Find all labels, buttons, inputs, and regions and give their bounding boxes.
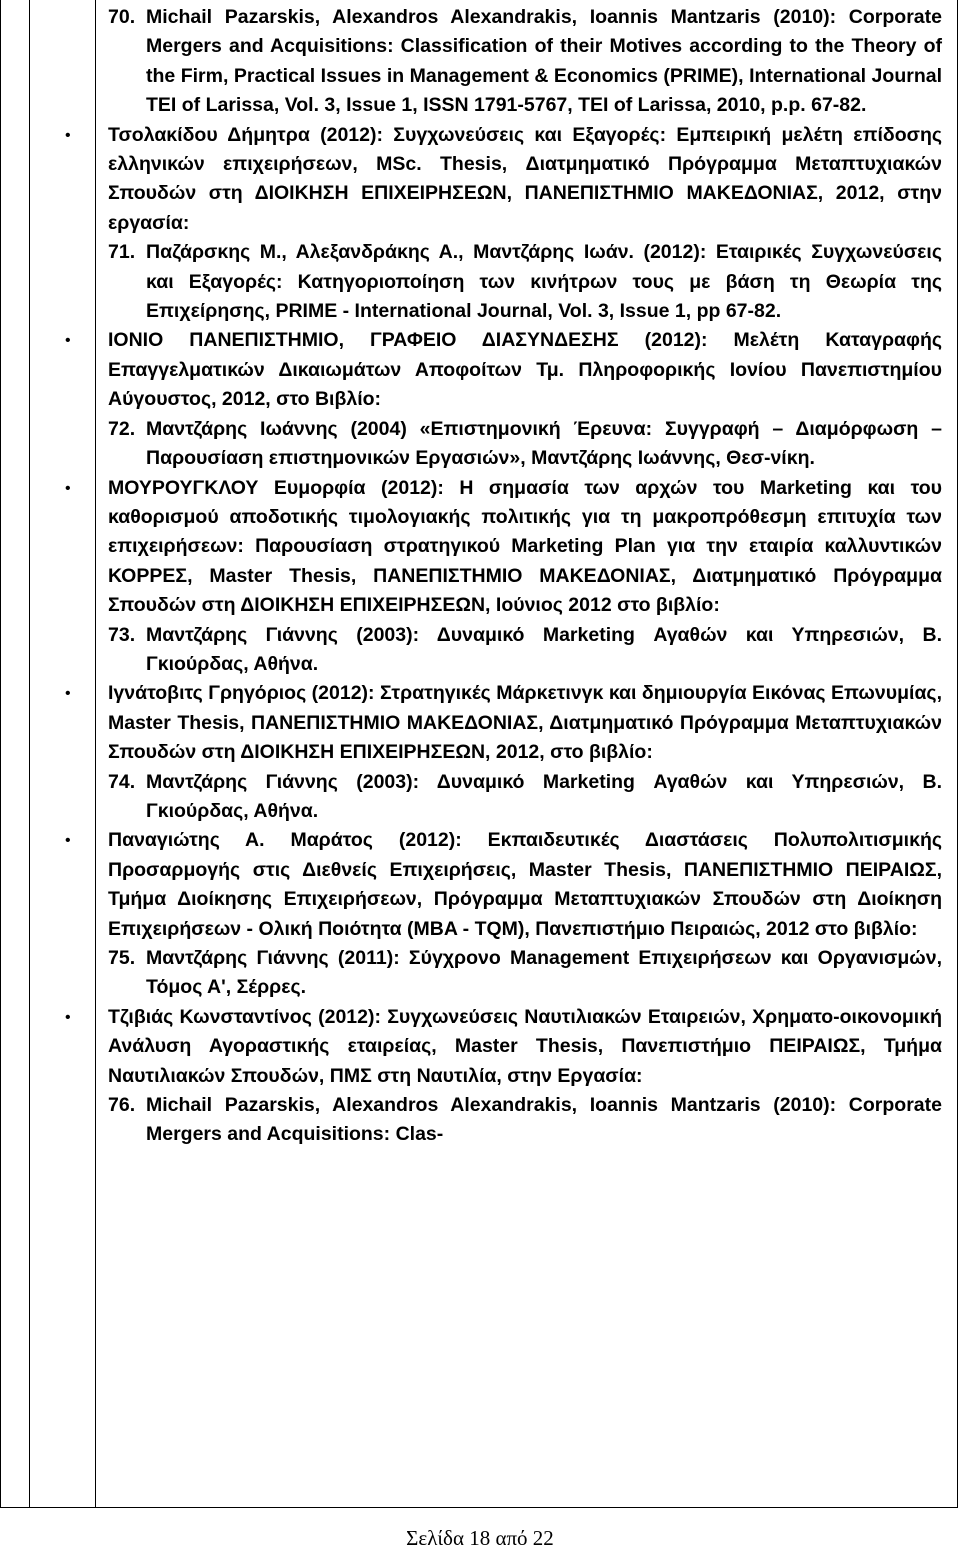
numbered-reference <box>108 621 942 680</box>
left-margin-rule <box>29 0 30 1508</box>
reference-number: 71. <box>108 241 136 264</box>
numbered-reference <box>108 238 942 326</box>
reference-text: Μαντζάρης Ιωάννης (2004) «Επιστημονική Έρευνα: Συγγραφή – Διαμόρφωση – Παρουσίαση επιστημονικών Εργασιών», Μαντζάρης Ιωάννης, Θεσ-νίκη. <box>146 417 942 470</box>
numbered-reference <box>108 3 942 121</box>
reference-text: Μαντζάρης Γιάννης (2011): Σύγχρονο Management Επιχειρήσεων και Οργανισμών, Τόμος Α', Σέρρες. <box>146 947 942 999</box>
reference-list <box>108 3 942 1150</box>
reference-text: Μαντζάρης Γιάννης (2003): Δυναμικό Marketing Αγαθών και Υπηρεσιών, Β. Γκιούρδας, Αθήνα. <box>146 770 942 822</box>
source-text: Τσολακίδου Δήμητρα (2012): Συγχωνεύσεις και Εξαγορές: Εμπειρική μελέτη επίδοσης ελληνικών επιχειρήσεων, MSc. Thesis, Διατμηματικό Πρόγραμμα Μεταπτυχιακών Σπουδών στη ΔΙΟΙΚΗΣΗ ΕΠΙΧΕΙΡΗΣΕΩΝ, ΠΑΝΕΠΙΣΤΗΜΙΟ ΜΑΚΕΔΟΝΙΑΣ, 2012, στην εργασία: <box>108 123 942 234</box>
reference-number: 70. <box>108 6 136 28</box>
page-footer: Σελίδα 18 από 22 <box>406 1526 554 1550</box>
reference-number: 73. <box>108 623 136 646</box>
reference-text: Παζάρσκης Μ., Αλεξανδράκης Α., Μαντζάρης Ιωάν. (2012): Εταιρικές Συγχωνεύσεις και Εξαγορές: Κατηγοριοποίηση των κινήτρων τους με βάση τη Θεωρία της Επιχείρησης, PRIME - International Journal, Vol. 3, Issue 1, pp 67-82. <box>146 241 942 323</box>
reference-text: Μαντζάρης Γιάννης (2003): Δυναμικό Marketing Αγαθών και Υπηρεσιών, Β. Γκιούρδας, Αθήνα. <box>146 623 942 675</box>
bullet-source <box>108 121 942 239</box>
bullet-source <box>108 326 942 414</box>
reference-number: 72. <box>108 417 136 440</box>
source-text: Παναγιώτης Α. Μαράτος (2012): Εκπαιδευτικές Διαστάσεις Πολυπολιτισμικής Προσαρμογής στις Διεθνείς Επιχειρήσεις, Master Thesis, ΠΑΝΕΠΙΣΤΗΜΙΟ ΠΕΙΡΑΙΩΣ, Τμήμα Διοίκησης Επιχειρήσεων, Πρόγραμμα Μεταπτυχιακών Σπουδών στη Διοίκηση Επιχειρήσεων - Ολική Ποιότητα (MBA - TQM), Πανεπιστήμιο Πειραιώς, 2012 στο βιβλίο: <box>108 829 942 940</box>
reference-text: Michail Pazarskis, Alexandros Alexandrakis, Ioannis Mantzaris (2010): Corporate Mergers and Acquisitions: Clas- <box>146 1094 942 1146</box>
numbered-reference <box>108 944 942 1003</box>
numbered-reference <box>108 1091 942 1150</box>
numbered-reference <box>108 768 942 827</box>
inner-margin-rule <box>95 0 96 1508</box>
source-text: Ιγνάτοβιτς Γρηγόριος (2012): Στρατηγικές Μάρκετινγκ και δημιουργία Εικόνας Επωνυμίας, Master Thesis, ΠΑΝΕΠΙΣΤΗΜΙΟ ΜΑΚΕΔΟΝΙΑΣ, Διατμηματικό Πρόγραμμα Μεταπτυχιακών Σπουδών στη ΔΙΟΙΚΗΣΗ ΕΠΙΧΕΙΡΗΣΕΩΝ, 2012, στο βιβλίο: <box>108 682 942 764</box>
bullet-source <box>108 474 942 621</box>
bullet-source <box>108 679 942 767</box>
reference-number: 76. <box>108 1094 136 1117</box>
bullet-source <box>108 826 942 944</box>
reference-number: 75. <box>108 947 136 969</box>
reference-number: 74. <box>108 770 136 793</box>
source-text: ΜΟΥΡΟΥΓΚΛΟΥ Ευμορφία (2012): Η σημασία των αρχών του Marketing και του καθορισμού αποδοτικής τιμολογιακής πολιτικής για τη μακροπρόθεσμη επιτυχία των επιχειρήσεων: Παρουσίαση στρατηγικού Marketing Plan για την εταιρία καλλυντικών ΚΟΡΡΕΣ, Master Thesis, ΠΑΝΕΠΙΣΤΗΜΙΟ ΜΑΚΕΔΟΝΙΑΣ, Διατμηματικό Πρόγραμμα Σπουδών στη ΔΙΟΙΚΗΣΗ ΕΠΙΧΕΙΡΗΣΕΩΝ, Ιούνιος 2012 στο βιβλίο: <box>108 476 942 617</box>
bullet-source <box>108 1003 942 1091</box>
source-text: ΙΟΝΙΟ ΠΑΝΕΠΙΣΤΗΜΙΟ, ΓΡΑΦΕΙΟ ΔΙΑΣΥΝΔΕΣΗΣ (2012): Μελέτη Καταγραφής Επαγγελματικών Δικαιωμάτων Αποφοίτων Τμ. Πληροφορικής Ιονίου Πανεπιστημίου Αύγουστος, 2012, στο Βιβλίο: <box>108 329 942 411</box>
reference-text: Michail Pazarskis, Alexandros Alexandrakis, Ioannis Mantzaris (2010): Corporate Mergers and Acquisitions: Classification of their Motives according to the Theory of the Firm, Practical Issues in Management & Economics (PRIME), International Journal TEI of Larissa, Vol. 3, Issue 1, ISSN 1791-5767, TEI of Larissa, 2010, p.p. 67-82. <box>146 6 942 117</box>
numbered-reference <box>108 415 942 474</box>
source-text: Τζιβιάς Κωνσταντίνος (2012): Συγχωνεύσεις Ναυτιλιακών Εταιρειών, Χρηματο-οικονομική Ανάλυση Αγοραστικής εταιρείας, Master Thesis, Πανεπιστήμιο ΠΕΙΡΑΙΩΣ, Τμήμα Ναυτιλιακών Σπουδών, ΠΜΣ στη Ναυτιλία, στην Εργασία: <box>108 1005 942 1087</box>
